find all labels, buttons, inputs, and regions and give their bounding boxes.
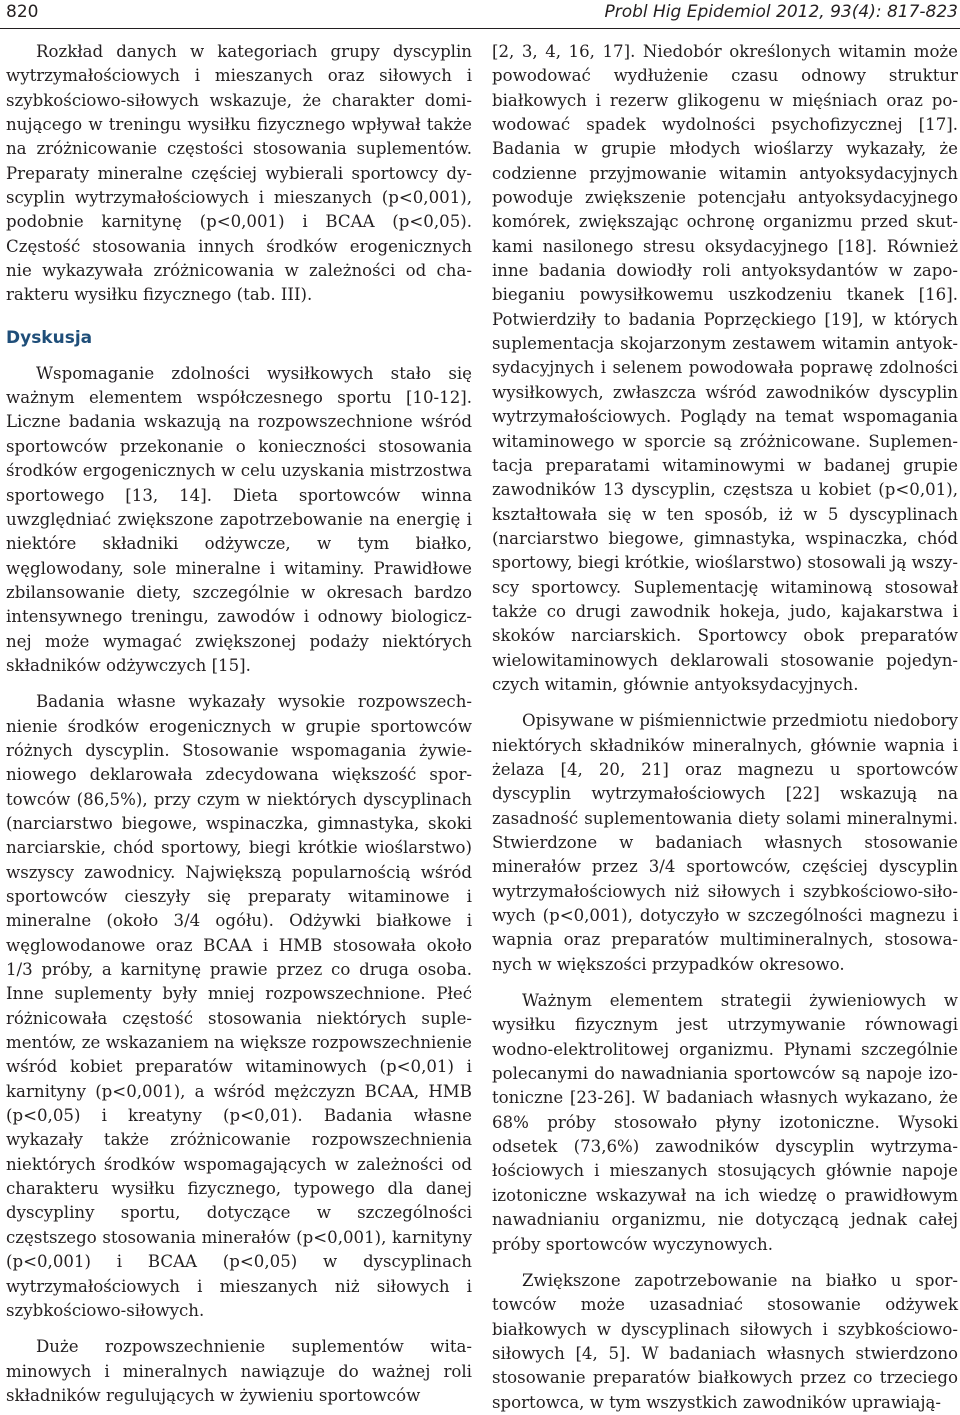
paragraph-hydration: Ważnym elementem strategii żywieniowych w wysiłku fizycznym jest utrzymywanie równowagi wodno-elektrolitowej organizmu. Płynami szczególnie polecanymi do nawadniania sportowców są napoje izotoniczne [23-26]. W badaniach własnych wykazano, że 68% próby stosowało płyny izotoniczne. Wysoki odsetek (73,6%) zawodników dyscyplin wytrzymałościowych i mieszanych stosujących głównie napoje izotoniczne wskazywał na ich wiedzę o prawidłowym nawadnianiu organizmu, nie dotyczącą jednak całej próby sportowców wyczynowych.: [492, 991, 958, 1254]
section-heading-discussion: Dyskusja: [6, 327, 93, 348]
journal-citation: Probl Hig Epidemiol 2012, 93(4): 817-823: [604, 2, 958, 22]
right-column: [492, 40, 958, 1415]
paragraph-vitamin-mineral: Duże rozpowszechnienie suplementów witaminowych i mineralnych nawiązuje do ważnej roli składników regulujących w żywieniu sportowców: [6, 1337, 472, 1405]
paragraph-results-summary: Rozkład danych w kategoriach grupy dyscyplin wytrzymałościowych i mieszanych oraz siłowych i szybkościowo-siłowych wskazuje, że charakter dominującego w treningu wysiłku fizycznego wpływał także na zróżnicowanie częstości stosowania suplementów. Preparaty mineralne częściej wybierali sportowcy dyscyplin wytrzymałościowych i mieszanych (p<0,001), podobnie karnitynę (p<0,001) i BCAA (p<0,05). Częstość stosowania innych środków erogenicznych nie wykazywała zróżnicowania w zależności od charakteru wysiłku fizycznego (tab. III).: [6, 42, 472, 305]
page-number: 820: [6, 2, 39, 22]
paragraph-own-research: Badania własne wykazały wysokie rozpowszechnienie środków erogenicznych w grupie sportowców różnych dyscyplin. Stosowanie wspomagania żywieniowego deklarowała zdecydowana większość sportowców (86,5%), przy czym w niektórych dyscyplinach (narciarstwo biegowe, wspinaczka, gimnastyka, skoki narciarskie, chód sportowy, biegi krótkie wioślarstwo) wszyscy zawodnicy. Największą popularnością wśród sportowców cieszyły się preparaty witaminowe i mineralne (około 3/4 ogółu). Odżywki białkowe i węglowodanowe oraz BCAA i HMB stosowała około 1/3 próby, a karnitynę prawie przez co druga osoba. Inne suplementy były mniej rozpowszechnione. Płeć różnicowała częstość stosowania niektórych suplementów, ze wskazaniem na większe rozpowszechnienie wśród kobiet preparatów witaminowych (p<0,01) i karnityny (p<0,001), a wśród mężczyzn BCAA, HMB (p<0,05) i kreatyny (p<0,01). Badania własne wykazały także zróżnicowanie rozpowszechnienia niektórych środków wspomagających w zależności od charakteru wysiłku fizycznego, typowego dla danej dyscypliny sportu, dotyczące w szczególności częstszego stosowania minerałów (p<0,001), karnityny (p<0,001) i BCAA (p<0,05) w dyscyplinach wytrzymałościowych i mieszanych niż siłowych i szybkościowo-siłowych.: [6, 692, 472, 1320]
page-header: [0, 0, 960, 29]
paragraph-minerals: Opisywane w piśmiennictwie przedmiotu niedobory niektórych składników mineralnych, głównie wapnia i żelaza [4, 20, 21] oraz magnezu u sportowców dyscyplin wytrzymałościowych [22] wskazują na zasadność suplementowania diety solami mineralnymi. Stwierdzone w badaniach własnych stosowanie minerałów przez 3/4 sportowców, częściej dyscyplin wytrzymałościowych niż siłowych i szybkościowo-siłowych (p<0,001), dotyczyło w szczególności magnezu i wapnia oraz preparatów multimineralnych, stosowanych w większości przypadków okresowo.: [492, 711, 958, 974]
paragraph-protein: Zwiększone zapotrzebowanie na białko u sportowców może uzasadniać stosowanie odżywek białkowych w dyscyplinach siłowych i szybkościowo-siłowych [4, 5]. W badaniach własnych stwierdzono stosowanie preparatów białkowych przez co trzeciego sportowca, w tym wszystkich zawodników uprawiają-: [492, 1270, 958, 1412]
paragraph-vitamin-deficiency: [2, 3, 4, 16, 17]. Niedobór określonych witamin może powodować wydłużenie czasu odnowy struktur białkowych i rezerw glikogenu w mięśniach oraz powodować spadek wydolności psychofizycznej [17]. Badania w grupie młodych wioślarzy wykazały, że codzienne przyjmowanie witamin antyoksydacyjnych powoduje zwiększenie potencjału antyoksydacyjnego komórek, zwiększając ochronę organizmu przed skutkami nasilonego stresu oksydacyjnego [18]. Również inne badania dowiodły roli antyoksydantów w zapobieganiu powysiłkowemu uszkodzeniu tkanek [16]. Potwierdziły to badania Poprzęckiego [19], w których suplementacja skojarzonym zestawem witamin antyoksydacyjnych i selenem powodowała poprawę zdolności wysiłkowych, zwłaszcza wśród zawodników dyscyplin wytrzymałościowych. Poglądy na temat wspomagania witaminowego w sporcie są zróżnicowane. Suplementacja preparatami witaminowymi w badanej grupie zawodników 13 dyscyplin, częstsza u kobiet (p<0,01), kształtowała się w ten sposób, iż w 5 dyscyplinach (narciarstwo biegowe, gimnastyka, wspinaczka, chód sportowy, biegi krótkie, wioślarstwo) stosowali ją wszyscy sportowcy. Suplementację witaminową stosował także co drugi zawodnik hokeja, judo, kajakarstwa i skoków narciarskich. Sportowcy obok preparatów wielowitaminowych deklarowali stosowanie pojedynczych witamin, głównie antyoksydacyjnych.: [492, 42, 958, 694]
left-column: [6, 40, 472, 1408]
paragraph-discussion-intro: Wspomaganie zdolności wysiłkowych stało się ważnym elementem współczesnego sportu [10-12]. Liczne badania wskazują na rozpowszechnione wśród sportowców przekonanie o konieczności stosowania środków ergogenicznych w celu uzyskania mistrzostwa sportowego [13, 14]. Dieta sportowców winna uwzględniać zwiększone zapotrzebowanie na energię i niektóre składniki odżywcze, w tym białko, węglowodany, sole mineralne i witaminy. Prawidłowe zbilansowanie diety, szczególnie w okresach bardzo intensywnego treningu, zawodów i odnowy biologicznej może wymagać zwiększonej podaży niektórych składników odżywczych [15].: [6, 363, 472, 675]
